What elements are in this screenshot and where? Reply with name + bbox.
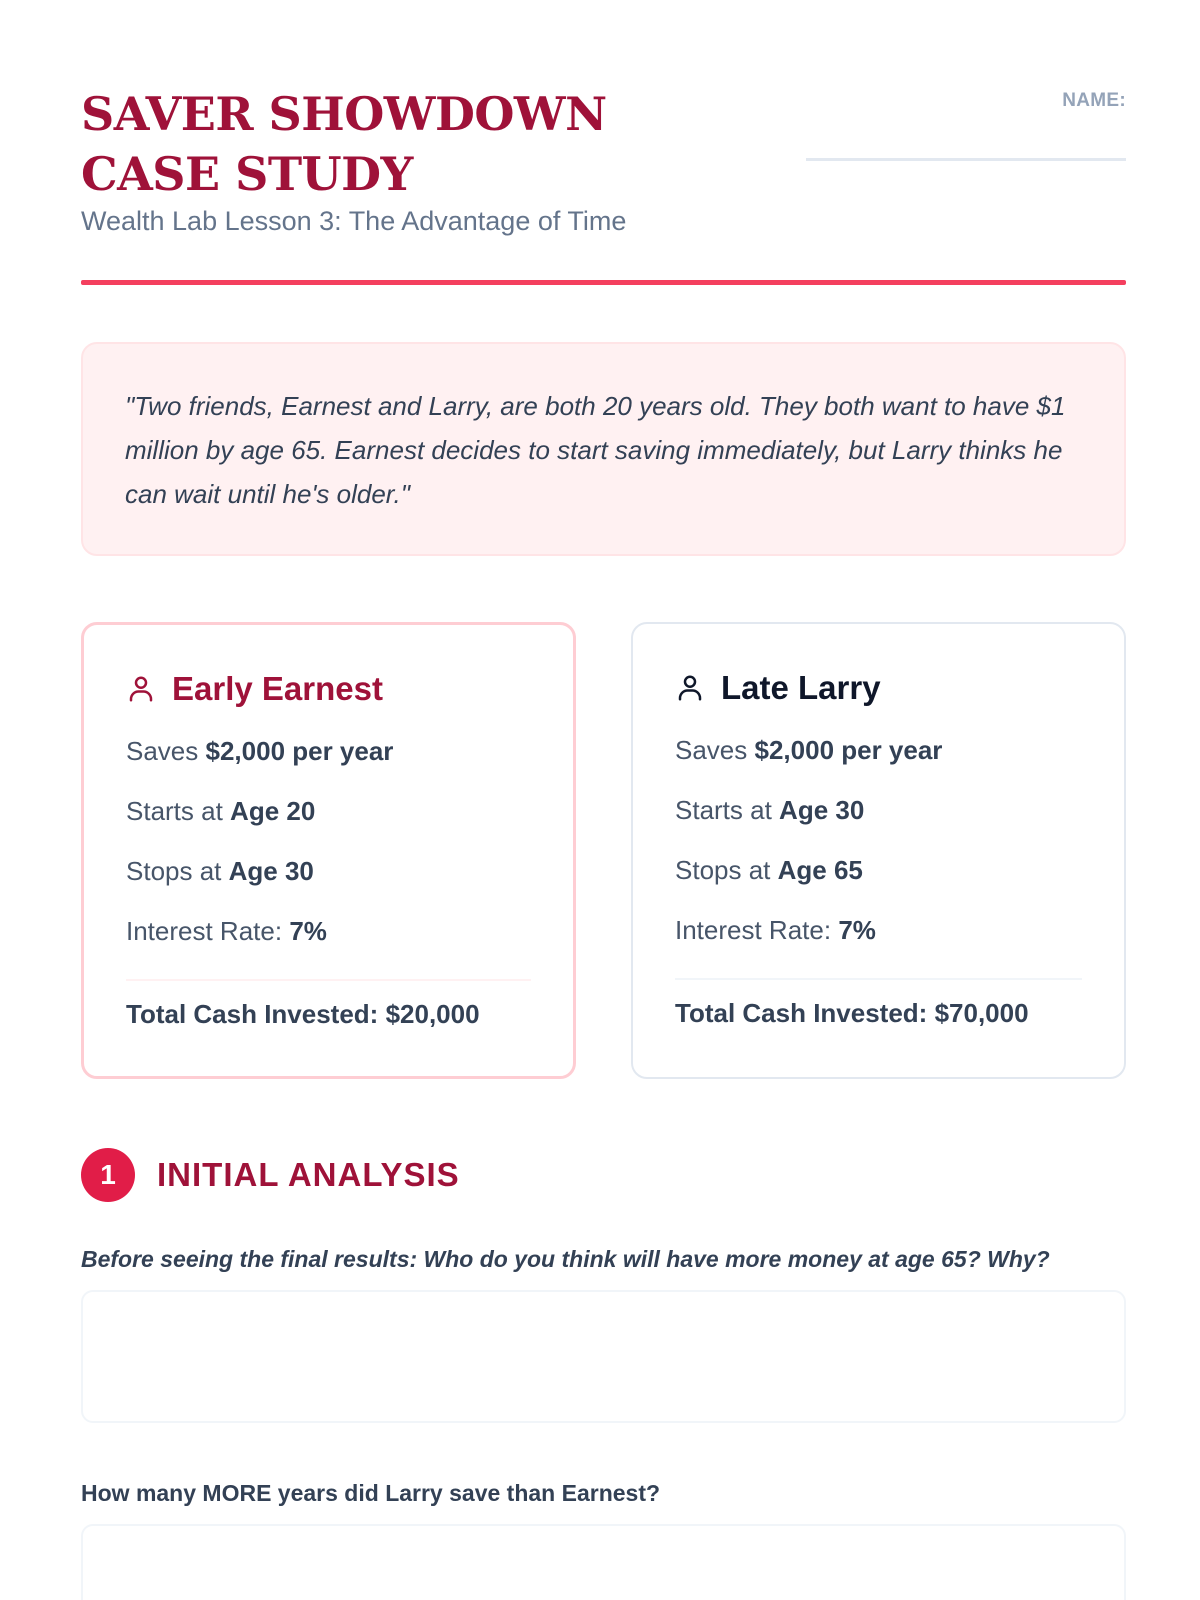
stops-label: Stops at (126, 856, 229, 886)
scenario-box (81, 342, 1126, 556)
question-more-years: How many MORE years did Larry save than Earnest? (81, 1480, 661, 1506)
section-title: INITIAL ANALYSIS (157, 1156, 460, 1193)
answer-box-prediction[interactable] (81, 1290, 1126, 1423)
card-divider (675, 978, 1082, 980)
scenario-text: "Two friends, Earnest and Larry, are both 20 years old. They both want to have $1 million by age 65. Earnest decides to start saving immediately, but Larry thinks he can wait until he's older." (125, 391, 1066, 509)
starts-label: Starts at (675, 795, 780, 825)
person-icon (126, 674, 156, 704)
saves-label: Saves (126, 736, 206, 766)
question-prediction: Before seeing the final results: Who do you think will have more money at age 65? Why? (81, 1246, 1050, 1272)
saves-fact (675, 734, 1082, 794)
stops-label: Stops at (675, 855, 778, 885)
stops-value: Age 65 (777, 855, 863, 885)
name-input-line[interactable] (806, 158, 1126, 161)
person-icon (675, 673, 705, 703)
rate-value: 7% (838, 915, 876, 945)
name-label: NAME: (1062, 90, 1126, 111)
total-invested: Total Cash Invested: $20,000 (126, 999, 480, 1029)
page-subtitle: Wealth Lab Lesson 3: The Advantage of Time (81, 206, 627, 236)
rate-label: Interest Rate: (126, 916, 290, 946)
saves-value: $2,000 per year (754, 735, 943, 765)
total-invested: Total Cash Invested: $70,000 (675, 998, 1029, 1028)
card-divider (126, 979, 531, 981)
card-late-larry (631, 622, 1126, 1079)
starts-fact (126, 795, 531, 855)
worksheet-page (81, 0, 1126, 1600)
starts-value: Age 30 (779, 795, 865, 825)
rate-value: 7% (289, 916, 327, 946)
card-title: Early Earnest (172, 670, 383, 707)
stops-value: Age 30 (228, 856, 314, 886)
starts-value: Age 20 (230, 796, 316, 826)
header-divider (81, 280, 1126, 285)
rate-label: Interest Rate: (675, 915, 839, 945)
answer-box-more-years[interactable] (81, 1524, 1126, 1600)
rate-fact (126, 915, 531, 975)
section-header (81, 1148, 460, 1202)
starts-fact (675, 794, 1082, 854)
card-early-earnest (81, 622, 576, 1079)
saves-value: $2,000 per year (205, 736, 394, 766)
card-header (675, 664, 1082, 712)
saves-fact (126, 735, 531, 795)
rate-fact (675, 914, 1082, 974)
stops-fact (675, 854, 1082, 914)
saves-label: Saves (675, 735, 755, 765)
starts-label: Starts at (126, 796, 231, 826)
header (81, 84, 1126, 284)
card-title: Late Larry (721, 669, 881, 706)
page-title: SAVER SHOWDOWN CASE STUDY (81, 87, 607, 201)
stops-fact (126, 855, 531, 915)
section-number-badge: 1 (81, 1148, 135, 1202)
card-header (126, 665, 531, 713)
